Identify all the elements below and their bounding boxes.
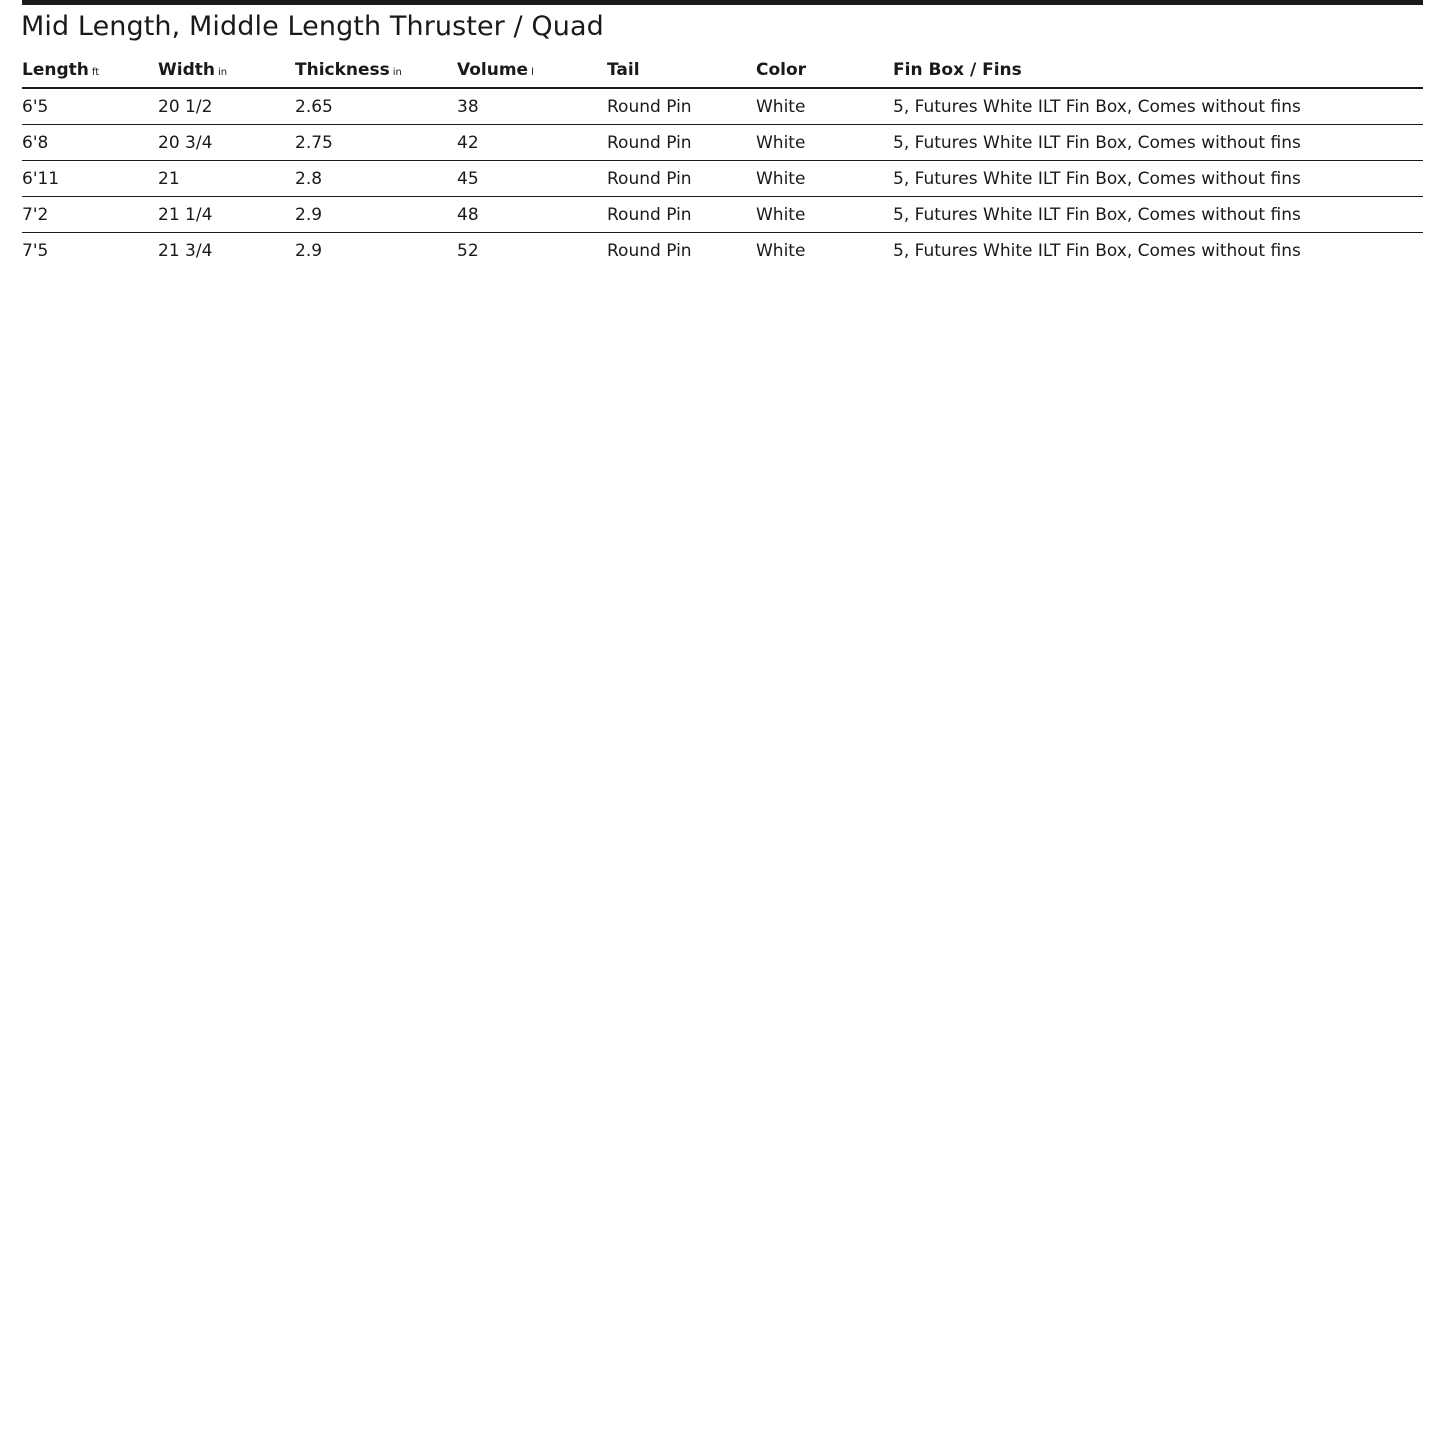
- cell-tail: Round Pin: [607, 125, 756, 161]
- table-row: [22, 161, 1423, 197]
- cell-color: White: [756, 197, 893, 233]
- cell-length: 7'2: [22, 197, 158, 233]
- column-header-thickness: Thickness in: [295, 52, 457, 88]
- cell-volume: 52: [457, 240, 479, 261]
- cell-color: White: [756, 240, 806, 261]
- column-header-width: Width in: [158, 52, 295, 88]
- column-header-volume: Volume l: [457, 52, 607, 88]
- table-row: [22, 125, 1423, 161]
- cell-tail: Round Pin: [607, 88, 756, 125]
- cell-fins: 5, Futures White ILT Fin Box, Comes without fins: [893, 240, 1301, 261]
- cell-thickness: 2.75: [295, 125, 457, 161]
- cell-fins: 5, Futures White ILT Fin Box, Comes without fins: [893, 88, 1423, 125]
- top-rule: [22, 0, 1423, 5]
- cell-fins: 5, Futures White ILT Fin Box, Comes without fins: [893, 161, 1423, 197]
- spec-table: [22, 52, 1423, 268]
- cell-width: 21 1/4: [158, 197, 295, 233]
- column-header-length: Length ft: [22, 52, 158, 88]
- column-unit: in: [217, 66, 228, 78]
- cell-tail: Round Pin: [607, 197, 756, 233]
- cell-color: White: [756, 125, 893, 161]
- cell-length: 6'5: [22, 88, 158, 125]
- cell-thickness: 2.8: [295, 161, 457, 197]
- cell-thickness: 2.65: [295, 88, 457, 125]
- table-row: [22, 233, 1423, 269]
- cell-width: 20 3/4: [158, 125, 295, 161]
- page-title: Mid Length, Middle Length Thruster / Quad: [21, 11, 604, 42]
- cell-width: 21 3/4: [158, 240, 213, 261]
- column-unit: in: [392, 66, 402, 78]
- cell-volume: 48: [457, 197, 607, 233]
- column-unit: ft: [91, 66, 100, 78]
- cell-tail: Round Pin: [607, 161, 756, 197]
- cell-thickness: 2.9: [295, 197, 457, 233]
- cell-volume: 42: [457, 125, 607, 161]
- cell-volume: 45: [457, 161, 607, 197]
- cell-fins: 5, Futures White ILT Fin Box, Comes without fins: [893, 125, 1423, 161]
- table-row: [22, 197, 1423, 233]
- cell-width: 20 1/2: [158, 88, 295, 125]
- cell-length: 6'8: [22, 125, 158, 161]
- cell-color: White: [756, 88, 893, 125]
- cell-width: 21: [158, 161, 295, 197]
- table-row: [22, 88, 1423, 125]
- cell-length: 6'11: [22, 161, 158, 197]
- cell-tail: Round Pin: [607, 240, 692, 261]
- column-header-color: Color: [756, 52, 893, 88]
- column-header-tail: Tail: [607, 52, 756, 88]
- cell-color: White: [756, 161, 893, 197]
- cell-fins: 5, Futures White ILT Fin Box, Comes without fins: [893, 197, 1423, 233]
- cell-thickness: 2.9: [295, 240, 323, 261]
- table-header-row: [22, 52, 1423, 88]
- column-unit: l: [531, 66, 534, 78]
- cell-volume: 38: [457, 88, 607, 125]
- cell-length: 7'5: [22, 240, 49, 261]
- column-header-fins: Fin Box / Fins: [893, 52, 1423, 88]
